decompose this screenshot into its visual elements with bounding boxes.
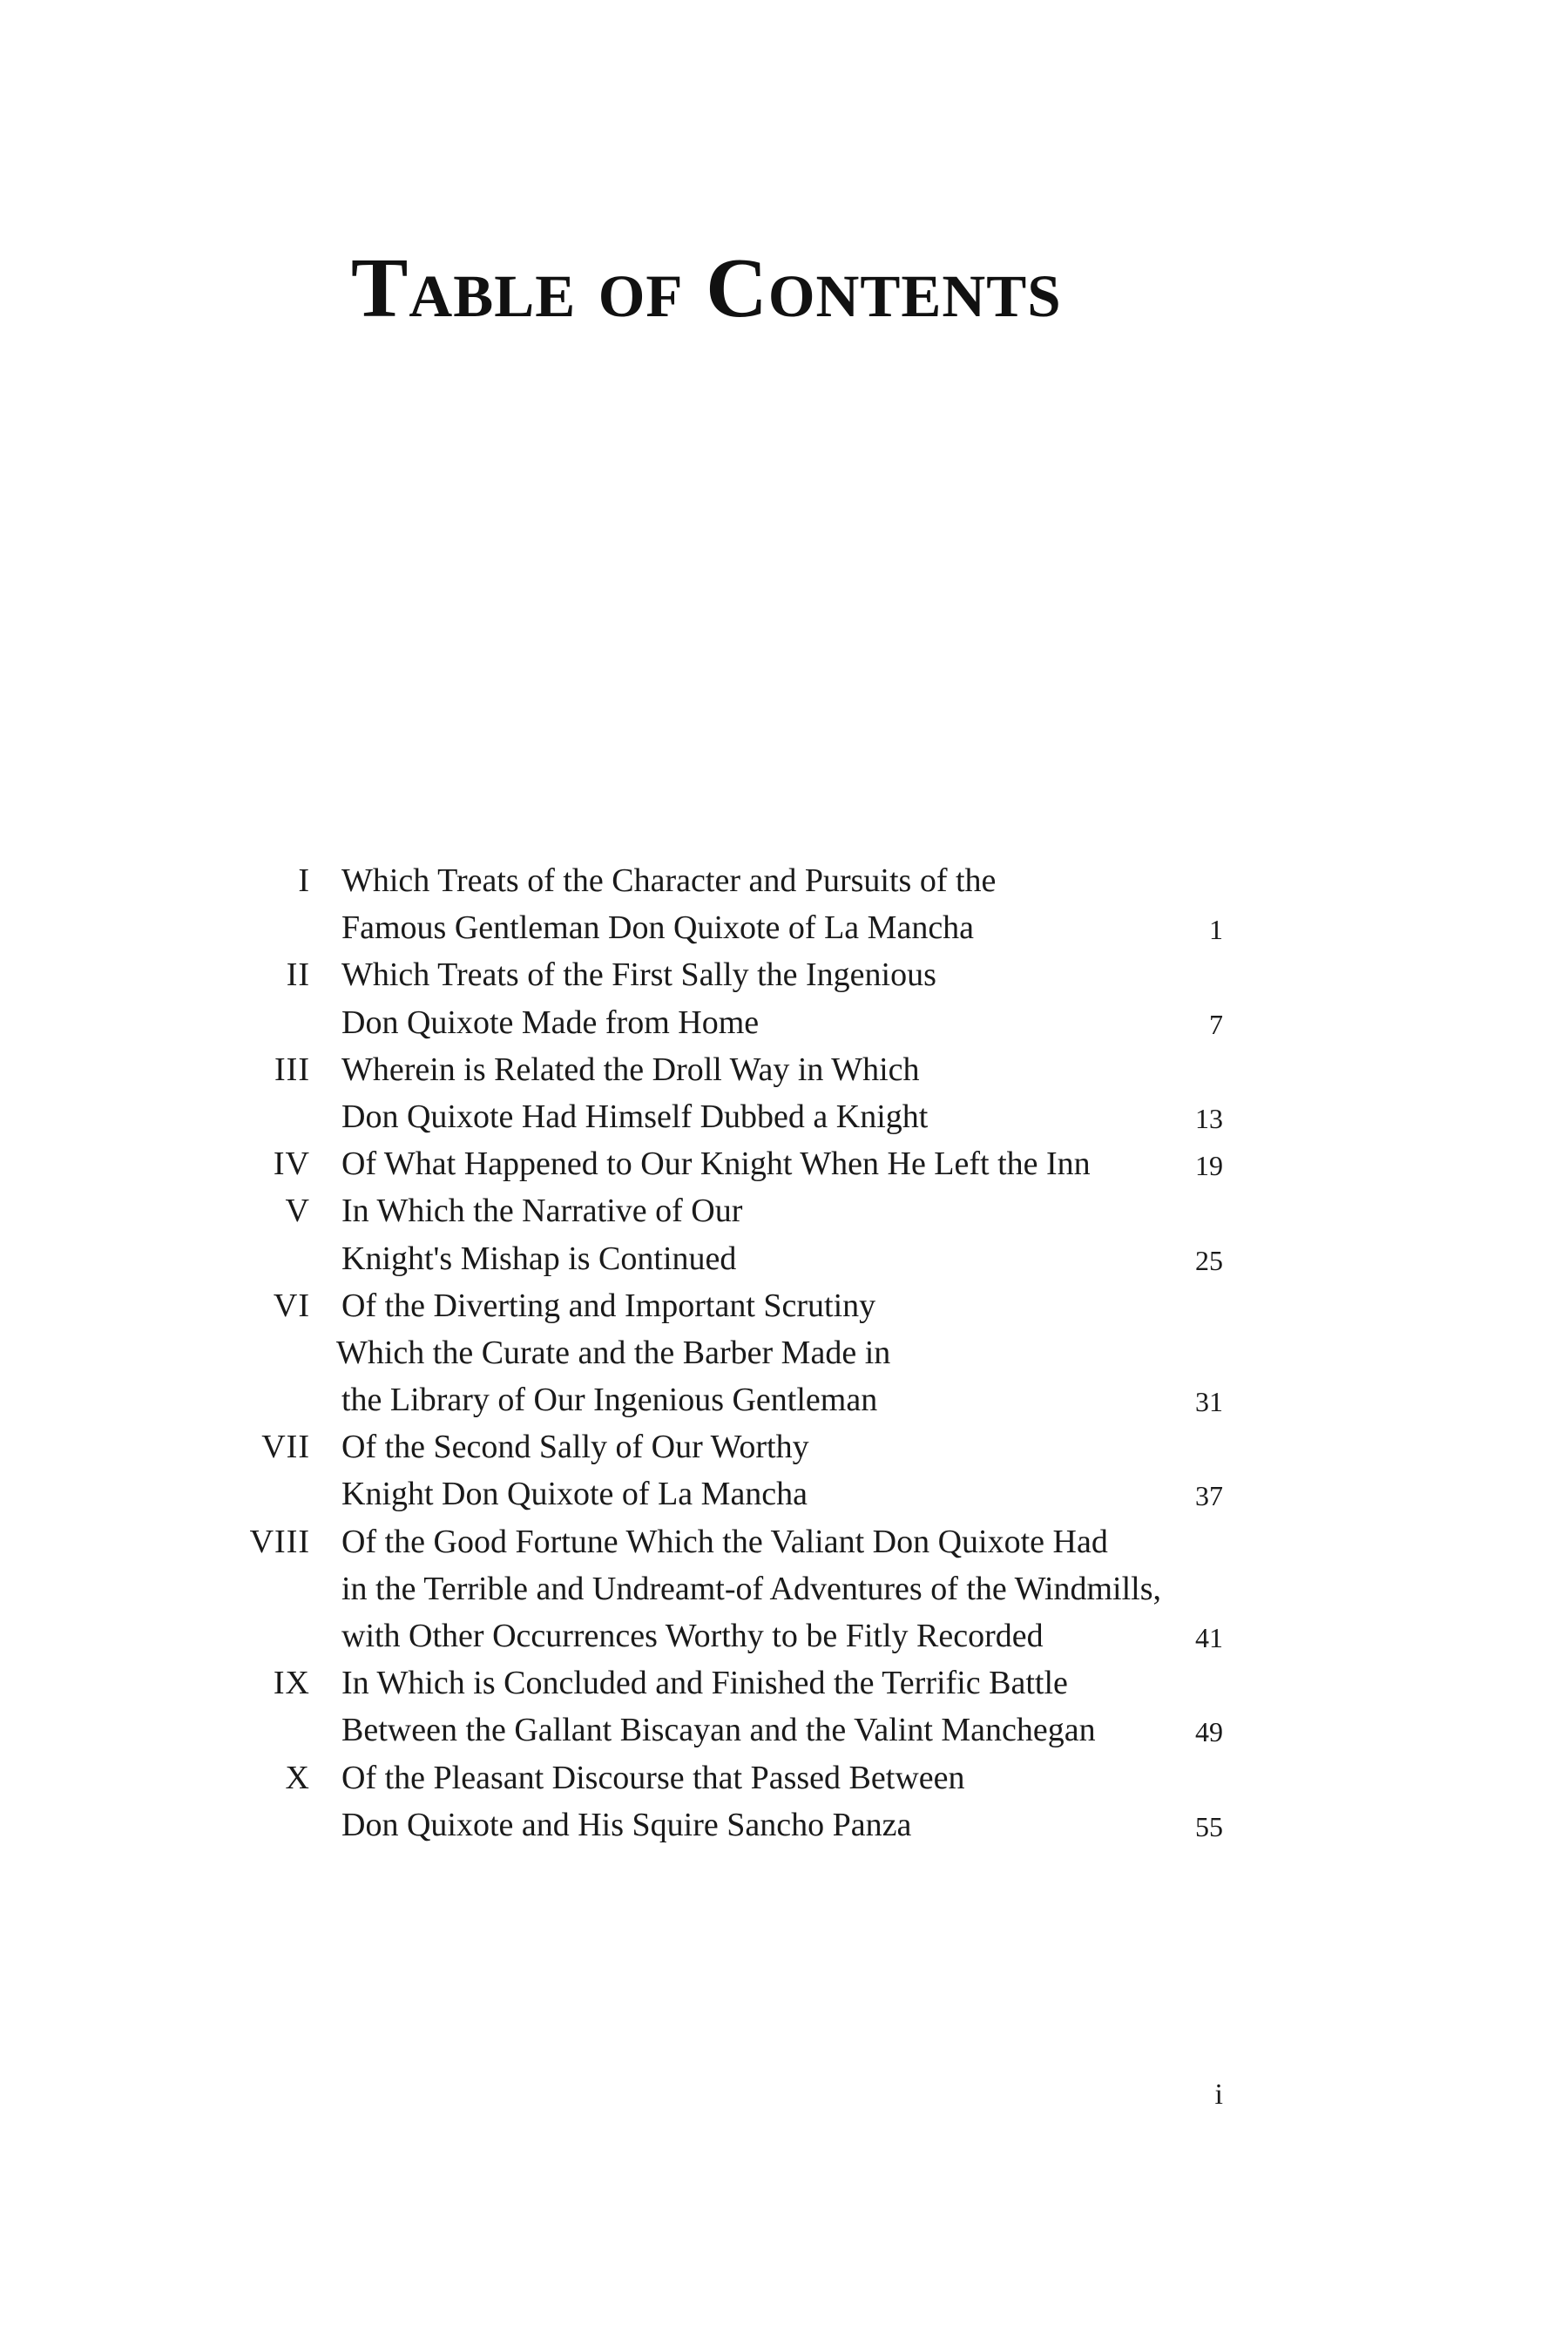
chapter-title-line: Don Quixote Had Himself Dubbed a Knight xyxy=(341,1098,929,1135)
chapter-page-number: 55 xyxy=(1195,1810,1223,1842)
chapter-page-number: 49 xyxy=(1195,1716,1223,1748)
toc-line xyxy=(0,951,1568,998)
toc-entry xyxy=(0,1754,1568,1848)
chapter-title-line: Of the Diverting and Important Scrutiny xyxy=(341,1287,876,1324)
toc-line xyxy=(0,1376,1568,1423)
toc-line xyxy=(0,1235,1568,1282)
toc-entry xyxy=(0,1518,1568,1660)
toc-line xyxy=(0,1518,1568,1565)
chapter-title-line: Which Treats of the Character and Pursuits of the xyxy=(341,862,997,899)
chapter-title-line: Knight Don Quixote of La Mancha xyxy=(341,1476,808,1513)
chapter-title-line: in the Terrible and Undreamt-of Adventures of the Windmills, xyxy=(341,1570,1162,1607)
chapter-title-line: the Library of Our Ingenious Gentleman xyxy=(341,1382,878,1419)
toc-entry xyxy=(0,1140,1568,1187)
toc-line xyxy=(0,1187,1568,1234)
toc-line xyxy=(0,1140,1568,1187)
toc-line xyxy=(0,1754,1568,1801)
chapter-page-number: 19 xyxy=(1195,1150,1223,1182)
chapter-number: VII xyxy=(261,1429,310,1466)
chapter-page-number: 25 xyxy=(1195,1244,1223,1276)
chapter-number: II xyxy=(286,956,310,994)
chapter-title-line: In Which is Concluded and Finished the Terrific Battle xyxy=(341,1665,1068,1702)
chapter-page-number: 7 xyxy=(1209,1008,1223,1040)
chapter-title-line: Of What Happened to Our Knight When He Left the Inn xyxy=(341,1146,1091,1183)
chapter-number: IV xyxy=(273,1146,310,1183)
chapter-title-line: Of the Pleasant Discourse that Passed Between xyxy=(341,1759,965,1796)
toc-line xyxy=(0,1093,1568,1140)
toc-entry xyxy=(0,857,1568,951)
toc-line xyxy=(0,1565,1568,1612)
table-of-contents xyxy=(0,857,1568,1848)
chapter-number: X xyxy=(285,1759,310,1796)
toc-entry xyxy=(0,1659,1568,1754)
chapter-title-line: Don Quixote and His Squire Sancho Panza xyxy=(341,1806,912,1843)
chapter-page-number: 1 xyxy=(1209,914,1223,946)
toc-line xyxy=(0,1801,1568,1848)
chapter-title-line: Of the Good Fortune Which the Valiant Don Quixote Had xyxy=(341,1523,1108,1560)
chapter-title-line: Don Quixote Made from Home xyxy=(341,1004,760,1041)
chapter-title-line: Knight's Mishap is Continued xyxy=(341,1240,737,1277)
chapter-title-line: with Other Occurrences Worthy to be Fitly Recorded xyxy=(341,1618,1044,1654)
chapter-page-number: 41 xyxy=(1195,1622,1223,1653)
chapter-page-number: 31 xyxy=(1195,1386,1223,1418)
toc-line xyxy=(0,1470,1568,1517)
toc-line xyxy=(0,1612,1568,1659)
toc-line xyxy=(0,1423,1568,1470)
chapter-title-line: Which the Curate and the Barber Made in xyxy=(336,1334,891,1371)
chapter-title-line: Which Treats of the First Sally the Ingenious xyxy=(341,956,936,994)
page-number: i xyxy=(1214,2078,1223,2111)
toc-entry xyxy=(0,1282,1568,1424)
toc-line xyxy=(0,857,1568,904)
chapter-number: III xyxy=(274,1051,310,1088)
toc-entry xyxy=(0,951,1568,1045)
toc-line xyxy=(0,1329,1568,1376)
chapter-number: V xyxy=(285,1193,310,1230)
toc-line xyxy=(0,1659,1568,1707)
toc-line xyxy=(0,999,1568,1046)
page-title: Table of Contents xyxy=(351,241,1062,335)
chapter-title-line: Of the Second Sally of Our Worthy xyxy=(341,1429,809,1466)
chapter-title-line: Famous Gentleman Don Quixote of La Mancha xyxy=(341,909,975,947)
chapter-title-line: Between the Gallant Biscayan and the Valint Manchegan xyxy=(341,1712,1096,1749)
chapter-number: VI xyxy=(273,1287,310,1324)
toc-line xyxy=(0,1046,1568,1093)
chapter-title-line: In Which the Narrative of Our xyxy=(341,1193,743,1230)
toc-entry xyxy=(0,1187,1568,1281)
chapter-number: VIII xyxy=(249,1523,310,1560)
toc-entry xyxy=(0,1046,1568,1140)
toc-entry xyxy=(0,1423,1568,1517)
chapter-page-number: 37 xyxy=(1195,1480,1223,1512)
toc-line xyxy=(0,1282,1568,1329)
chapter-number: I xyxy=(298,862,310,899)
toc-line xyxy=(0,1707,1568,1754)
chapter-number: IX xyxy=(273,1665,310,1702)
chapter-page-number: 13 xyxy=(1195,1102,1223,1134)
toc-line xyxy=(0,904,1568,951)
chapter-title-line: Wherein is Related the Droll Way in Which xyxy=(341,1051,920,1088)
